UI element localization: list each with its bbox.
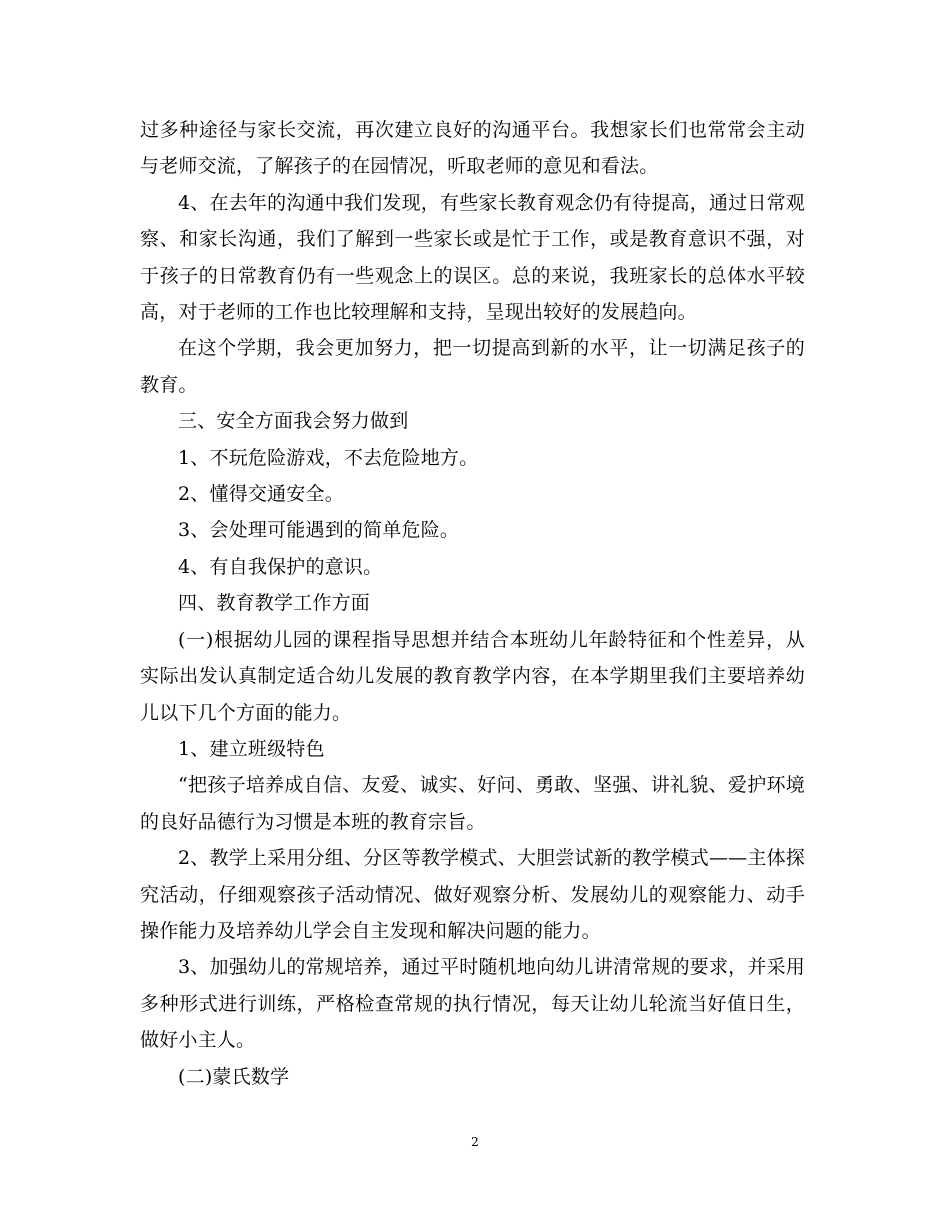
paragraph: 2、教学上采用分组、分区等教学模式、大胆尝试新的教学模式——主体探究活动，仔细观察孩子活动情况、做好观察分析、发展幼儿的观察能力、动手操作能力及培养幼儿学会自主发现和解决问题的能力。 bbox=[140, 847, 805, 942]
list-item: 4、有自我保护的意识。 bbox=[178, 555, 383, 578]
paragraph: (一)根据幼儿园的课程指导思想并结合本班幼儿年龄特征和个性差异，从实际出发认真制定适合幼儿发展的教育教学内容，在本学期里我们主要培养幼儿以下几个方面的能力。 bbox=[140, 628, 805, 724]
subsection-heading: (二)蒙氏数学 bbox=[178, 1065, 290, 1088]
list-item: 3、会处理可能遇到的简单危险。 bbox=[178, 519, 460, 542]
list-item: 1、不玩危险游戏，不去危险地方。 bbox=[178, 446, 479, 469]
paragraph: “把孩子培养成自信、友爱、诚实、好问、勇敢、坚强、讲礼貌、爱护环境的良好品德行为习惯是本班的教育宗旨。 bbox=[140, 774, 805, 833]
paragraph: 过多种途径与家长交流，再次建立良好的沟通平台。我想家长们也常常会主动与老师交流，了解孩子的在园情况，听取老师的意见和看法。 bbox=[140, 119, 805, 178]
list-item: 2、懂得交通安全。 bbox=[178, 483, 344, 506]
list-item: 1、建立班级特色 bbox=[178, 737, 325, 760]
paragraph: 4、在去年的沟通中我们发现，有些家长教育观念仍有待提高，通过日常观察、和家长沟通，我们了解到一些家长或是忙于工作，或是教育意识不强，对于孩子的日常教育仍有一些观念上的误区。总的来说，我班家长的总体水平较高，对于老师的工作也比较理解和支持，呈现出较好的发展趋向。 bbox=[140, 191, 805, 324]
paragraph: 在这个学期，我会更加努力，把一切提高到新的水平，让一切满足孩子的教育。 bbox=[140, 337, 805, 396]
section-heading: 三、安全方面我会努力做到 bbox=[178, 410, 409, 433]
paragraph: 3、加强幼儿的常规培养，通过平时随机地向幼儿讲清常规的要求，并采用多种形式进行训练，严格检查常规的执行情况，每天让幼儿轮流当好值日生，做好小主人。 bbox=[140, 956, 805, 1052]
page-number: 2 bbox=[471, 1135, 479, 1149]
section-heading: 四、教育教学工作方面 bbox=[178, 592, 371, 615]
document-body bbox=[140, 112, 805, 1095]
